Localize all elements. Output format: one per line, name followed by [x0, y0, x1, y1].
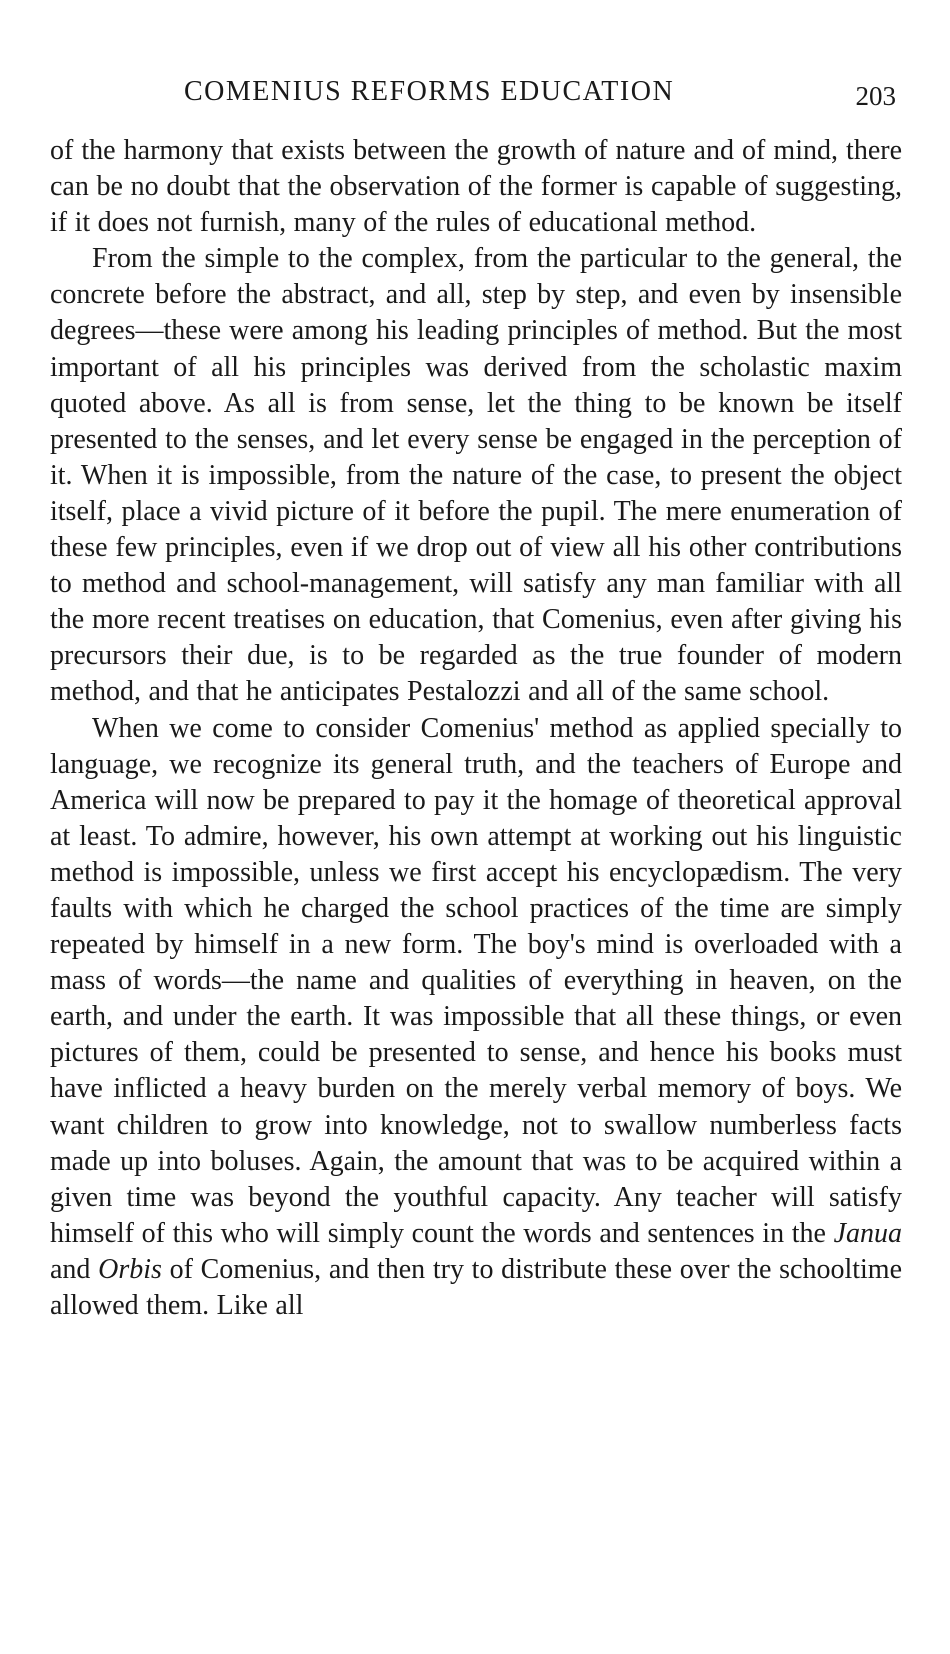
body-text [50, 133, 902, 1324]
paragraph-3 [50, 711, 902, 1325]
page-number: 203 [855, 81, 896, 111]
running-title: COMENIUS REFORMS EDUCATION [184, 76, 675, 107]
paragraph-1: of the harmony that exists between the growth of nature and of mind, there can be no doubt that the observation of the former is capable of suggesting, if it does not furnish, many of the rules of educational method. [50, 135, 902, 239]
title-janua: Janua [833, 1217, 902, 1249]
page-header [0, 72, 950, 112]
paragraph-2: From the simple to the complex, from the particular to the general, the concrete before the abstract, and all, step by step, and even by insensible degrees—these were among his leading principles of method. But the most important of all his principles was derived from the scholastic maxim quoted above. As all is from sense, let the thing to be known be itself presented to the senses, and let every sense be engaged in the perception of it. When it is impossible, from the nature of the case, to present the object itself, place a vivid picture of it before the pupil. The mere enumeration of these few principles, even if we drop out of view all his other contributions to method and school-management, will satisfy any man familiar with all the more recent treatises on education, that Comenius, even after giving his precursors their due, is to be regarded as the true founder of modern method, and that he anticipates Pestalozzi and all of the same school. [50, 243, 902, 708]
paragraph-3-text-b: and [50, 1253, 99, 1285]
paragraph-3-text-c: of Comenius, and then try to distribute these over the schooltime allowed them. Like all [50, 1253, 902, 1321]
title-orbis: Orbis [98, 1253, 162, 1285]
paragraph-3-text-a: When we come to consider Comenius' method as applied specially to language, we recognize its general truth, and the teachers of Europe and America will now be prepared to pay it the homage of theoretical approval at least. To admire, however, his own attempt at working out his linguistic method is impossible, unless we first accept his encyclopædism. The very faults with which he charged the school practices of the time are simply repeated by himself in a new form. The boy's mind is overloaded with a mass of words—the name and qualities of everything in heaven, on the earth, and under the earth. It was impossible that all these things, or even pictures of them, could be presented to sense, and hence his books must have inflicted a heavy burden on the merely verbal memory of boys. We want children to grow into knowledge, not to swallow numberless facts made up into boluses. Again, the amount that was to be acquired within a given time was beyond the youthful capacity. Any teacher will satisfy himself of this who will simply count the words and sentences in the [50, 712, 902, 1249]
